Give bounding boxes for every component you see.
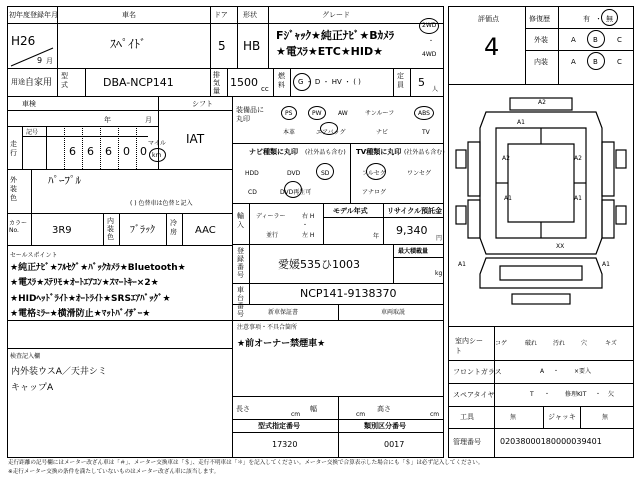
- vehicle-manual: 車両取説: [381, 309, 406, 316]
- first-reg-month-unit: 月: [46, 57, 53, 65]
- car-name: ｽﾍﾟｲﾄﾞ: [110, 37, 147, 51]
- length-unit: cm: [291, 411, 301, 418]
- nav-dvd-play: DVD再生可: [280, 189, 312, 196]
- dmg-label-3: A2: [502, 155, 510, 162]
- nav-hdd: HDD: [245, 170, 259, 177]
- exterior-color-label: 外装色: [10, 176, 17, 202]
- dmg-label-5: A1: [504, 195, 512, 202]
- interior-color-label: 内装色: [107, 217, 114, 241]
- height-label: 高さ: [377, 405, 391, 413]
- first-reg-label: 初年度登録年月: [9, 11, 58, 19]
- tools-label: 工具: [460, 413, 474, 421]
- fuel-options: G ・ D ・ HV ・ ( ): [298, 78, 361, 86]
- equip-leather: 本革: [283, 129, 296, 136]
- recycle-value: 9,340: [396, 224, 428, 237]
- grade-label: グレード: [322, 11, 350, 19]
- car-damage-diagram: [452, 88, 630, 322]
- class-label: 類別区分番号: [364, 422, 406, 430]
- doors-label: ドア: [214, 11, 228, 19]
- ext-grade-b: B: [593, 36, 598, 44]
- windshield-a: A: [540, 368, 545, 375]
- notes-label: 注意事項・不具合箇所: [237, 324, 298, 331]
- dmg-label-1: A2: [538, 99, 546, 106]
- spare-sep-1: ・: [544, 391, 551, 398]
- record-label: 記号: [26, 129, 39, 136]
- first-reg-month: 9: [37, 56, 43, 65]
- windshield-replace: ×要入: [574, 368, 592, 375]
- repair-selected-circle: [601, 9, 618, 26]
- use-value: 自家用: [25, 78, 53, 88]
- tv-analog: アナログ: [362, 189, 387, 196]
- repair-opt-no: 無: [606, 15, 613, 23]
- dmg-label-4: A2: [574, 155, 582, 162]
- repair-opt-yes: 有: [583, 15, 590, 23]
- inspection-year-unit: 年: [104, 116, 111, 124]
- inspection-month-unit: 月: [145, 116, 152, 124]
- dmg-label-8: A1: [458, 261, 466, 268]
- mileage-digit-1: 6: [69, 145, 76, 158]
- nav-dvd: DVD: [287, 170, 301, 177]
- displacement-value: 1500: [230, 76, 258, 89]
- import-label: 輸入: [237, 212, 244, 229]
- width-label: 幅: [310, 405, 317, 413]
- inspector-line-2: キャップA: [11, 383, 54, 393]
- shift-value: IAT: [186, 132, 205, 146]
- mileage-digit-2: 6: [87, 145, 94, 158]
- seat-label: 室内シート: [455, 337, 483, 355]
- score-label: 評価点: [478, 15, 499, 23]
- exterior-color-note: ( ) 色替車は色替と記入: [130, 200, 193, 207]
- mileage-label: 走行: [10, 140, 17, 157]
- import-dealer: ディーラー: [256, 213, 286, 220]
- nav-sd: SD: [321, 170, 330, 177]
- recycle-yen: 円: [436, 235, 443, 242]
- mileage-digit-4: 0: [123, 145, 130, 158]
- max-load-label: 最大積載量: [398, 248, 429, 255]
- grade-line-2: ★電ｽﾗ★ETC★HID★: [276, 45, 383, 58]
- import-dot-1: ・: [302, 222, 309, 229]
- interior-color-value: ﾌﾞﾗｯｸ: [130, 225, 155, 236]
- type-value: DBA-NCP141: [103, 76, 174, 89]
- sales-line-4: ★電格ﾐﾗｰ★横滑防止★ﾏｯﾄﾊﾞｲｻﾞｰ★: [10, 309, 151, 319]
- windshield-label: フロントガラス: [453, 368, 502, 376]
- spare-label: スペアタイヤ: [453, 391, 495, 399]
- import-right: 右 H: [302, 213, 315, 220]
- equip-pw: PW: [312, 110, 322, 117]
- tv-fullseg: フルセグ: [362, 170, 386, 177]
- fuel-label: 燃料: [278, 72, 285, 89]
- height-unit: cm: [430, 411, 440, 418]
- shape-label: 形状: [243, 11, 257, 19]
- chassis-label: 車台番号: [237, 286, 244, 318]
- repair-label: 修復歴: [529, 15, 550, 23]
- spare-kit: 修理KIT: [565, 391, 587, 398]
- exterior-color-value: ﾊﾟｰﾌﾟﾙ: [48, 174, 81, 187]
- airbag-circle: [320, 122, 338, 135]
- width-unit: cm: [356, 411, 366, 418]
- import-parallel: 並行: [266, 232, 279, 239]
- drive-sep: ・: [428, 38, 435, 45]
- sales-line-2: ★電ｽﾗ★ｽﾃﾘﾓ★ｵｰﾄｴｱｺﾝ★ｽﾏｰﾄｷｰ×2★: [10, 278, 159, 288]
- int-grade-c: C: [617, 58, 622, 66]
- cc-unit: cc: [261, 85, 269, 93]
- cert-label: 型式指定番号: [258, 422, 300, 430]
- score-value: 4: [484, 33, 500, 61]
- repair-opt-sep: ・: [595, 15, 602, 23]
- notes-text: ★前オーナー禁煙車★: [237, 339, 326, 349]
- inspector-label: 検査記入欄: [10, 353, 41, 360]
- dmg-label-7: A1: [574, 195, 582, 202]
- dmg-label-6: XX: [556, 243, 565, 250]
- mgmt-value: 02038000180000039401: [500, 437, 602, 446]
- drive-2wd: 2WD: [422, 22, 437, 29]
- spare-sep-2: ・: [595, 391, 602, 398]
- equipment-label: 装備品に丸印: [236, 106, 264, 123]
- shape: HB: [243, 39, 261, 53]
- fuel-selected-circle: [293, 73, 311, 91]
- plate-label: 登録番号: [237, 247, 244, 279]
- ext-grade-c: C: [617, 36, 622, 44]
- seat-yabure: 破れ: [525, 340, 538, 347]
- seat-koge: コゲ: [495, 340, 508, 347]
- seat-kizu: キズ: [605, 340, 617, 347]
- equip-sunroof: サンルーフ: [365, 110, 395, 117]
- int-grade-b: B: [593, 58, 598, 66]
- capacity-value: 5: [418, 76, 425, 89]
- nav-cd: CD: [248, 189, 257, 196]
- cert-value: 17320: [272, 440, 298, 449]
- sales-line-3: ★HIDﾍｯﾄﾞﾗｲﾄ★ｵｰﾄﾗｲﾄ★SRSｴｱﾊﾞｯｸﾞ★: [10, 294, 171, 304]
- chassis-value: NCP141-9138370: [300, 287, 397, 300]
- equip-tv: TV: [422, 129, 430, 136]
- nav-type-note: (社外品も含む): [305, 149, 346, 156]
- import-left: 左 H: [302, 232, 315, 239]
- spare-t: T: [530, 391, 534, 398]
- interior-grade-label: 内装: [534, 58, 548, 66]
- doors: 5: [218, 39, 226, 53]
- inspector-line-1: 内外装ウスA／天井シミ: [11, 367, 107, 377]
- tv-type-label: TV種類に丸印: [356, 148, 402, 156]
- mileage-digit-5: 0: [140, 145, 147, 158]
- ac-label: 冷房: [170, 219, 177, 236]
- mgmt-label: 管理番号: [453, 438, 481, 446]
- inspection-label: 車検: [22, 100, 36, 108]
- recycle-label: リサイクル預託金: [387, 207, 443, 215]
- left-sheet: [7, 6, 444, 458]
- seat-yogore: 汚れ: [553, 340, 566, 347]
- sales-points-label: セールスポイント: [10, 252, 58, 259]
- class-value: 0017: [384, 440, 405, 449]
- footer-line-1: 走行距離の記号欄にはメーター改ざん車は「＃」、メーター交換車は「＄」、走行不明車は「＊」を記入してください。メーター交換で合算表示した場合にも「＄」は必ず記入してください。: [8, 460, 484, 466]
- grade-line-1: Fｼﾞｬｯｸ★純正ﾅﾋﾞ★Bｶﾒﾗ: [276, 29, 395, 42]
- tools-value: 無: [510, 414, 517, 421]
- ext-grade-a: A: [571, 36, 576, 44]
- int-selected-circle: [587, 52, 605, 70]
- equip-abs: ABS: [418, 110, 430, 117]
- exterior-grade-label: 外装: [534, 36, 548, 44]
- dmg-label-2: A1: [517, 119, 525, 126]
- mile-label: マイル: [148, 140, 166, 147]
- sales-line-1: ★純正ﾅﾋﾞ★ﾌﾙｾｸﾞ★ﾊﾞｯｸｶﾒﾗ★Bluetooth★: [10, 263, 186, 273]
- ext-selected-circle: [587, 30, 605, 48]
- footer-line-2: ※走行メーター交換の条件を満たしていないものはメーター改ざん車に該当します。: [8, 469, 220, 475]
- displacement-label: 排気量: [213, 71, 220, 95]
- new-warranty: 新車保証書: [268, 309, 299, 316]
- length-label: 長さ: [236, 405, 250, 413]
- capacity-unit: 人: [432, 86, 439, 93]
- jack-value: 無: [602, 414, 609, 421]
- first-reg-year: H26: [11, 34, 36, 48]
- int-grade-a: A: [571, 58, 576, 66]
- windshield-sep: ・: [553, 368, 560, 375]
- jack-label: ジャッキ: [548, 413, 576, 421]
- color-no-value: 3R9: [52, 225, 72, 236]
- type-label: 型式: [61, 72, 68, 89]
- use-label: 用途: [11, 78, 25, 86]
- mileage-digit-3: 6: [105, 145, 112, 158]
- ac-value: AAC: [195, 225, 216, 236]
- equip-aw: AW: [338, 110, 348, 117]
- km-label: km: [152, 152, 162, 159]
- color-no-label: カラーNo.: [9, 220, 28, 234]
- equip-airbag: エアバッグ: [316, 129, 346, 136]
- plate-value: 愛媛535ひ1003: [278, 258, 360, 271]
- car-name-label: 車名: [122, 11, 136, 19]
- nav-type-label: ナビ種類に丸印: [249, 148, 298, 156]
- drive-4wd: 4WD: [422, 51, 437, 58]
- capacity-label: 定員: [397, 72, 404, 89]
- tv-type-note: (社外品も含む): [404, 149, 445, 156]
- equip-navi: ナビ: [376, 129, 389, 136]
- spare-missing: 欠: [608, 391, 615, 398]
- shift-label: シフト: [192, 100, 213, 108]
- seat-ana: 穴: [581, 340, 588, 347]
- model-year-unit: 年: [373, 233, 380, 240]
- model-year-label: モデル年式: [333, 207, 368, 215]
- max-load-unit: kg: [435, 270, 443, 277]
- tv-oneseg: ワンセグ: [407, 170, 432, 177]
- equip-ps: PS: [285, 110, 293, 117]
- dmg-label-9: A1: [602, 261, 610, 268]
